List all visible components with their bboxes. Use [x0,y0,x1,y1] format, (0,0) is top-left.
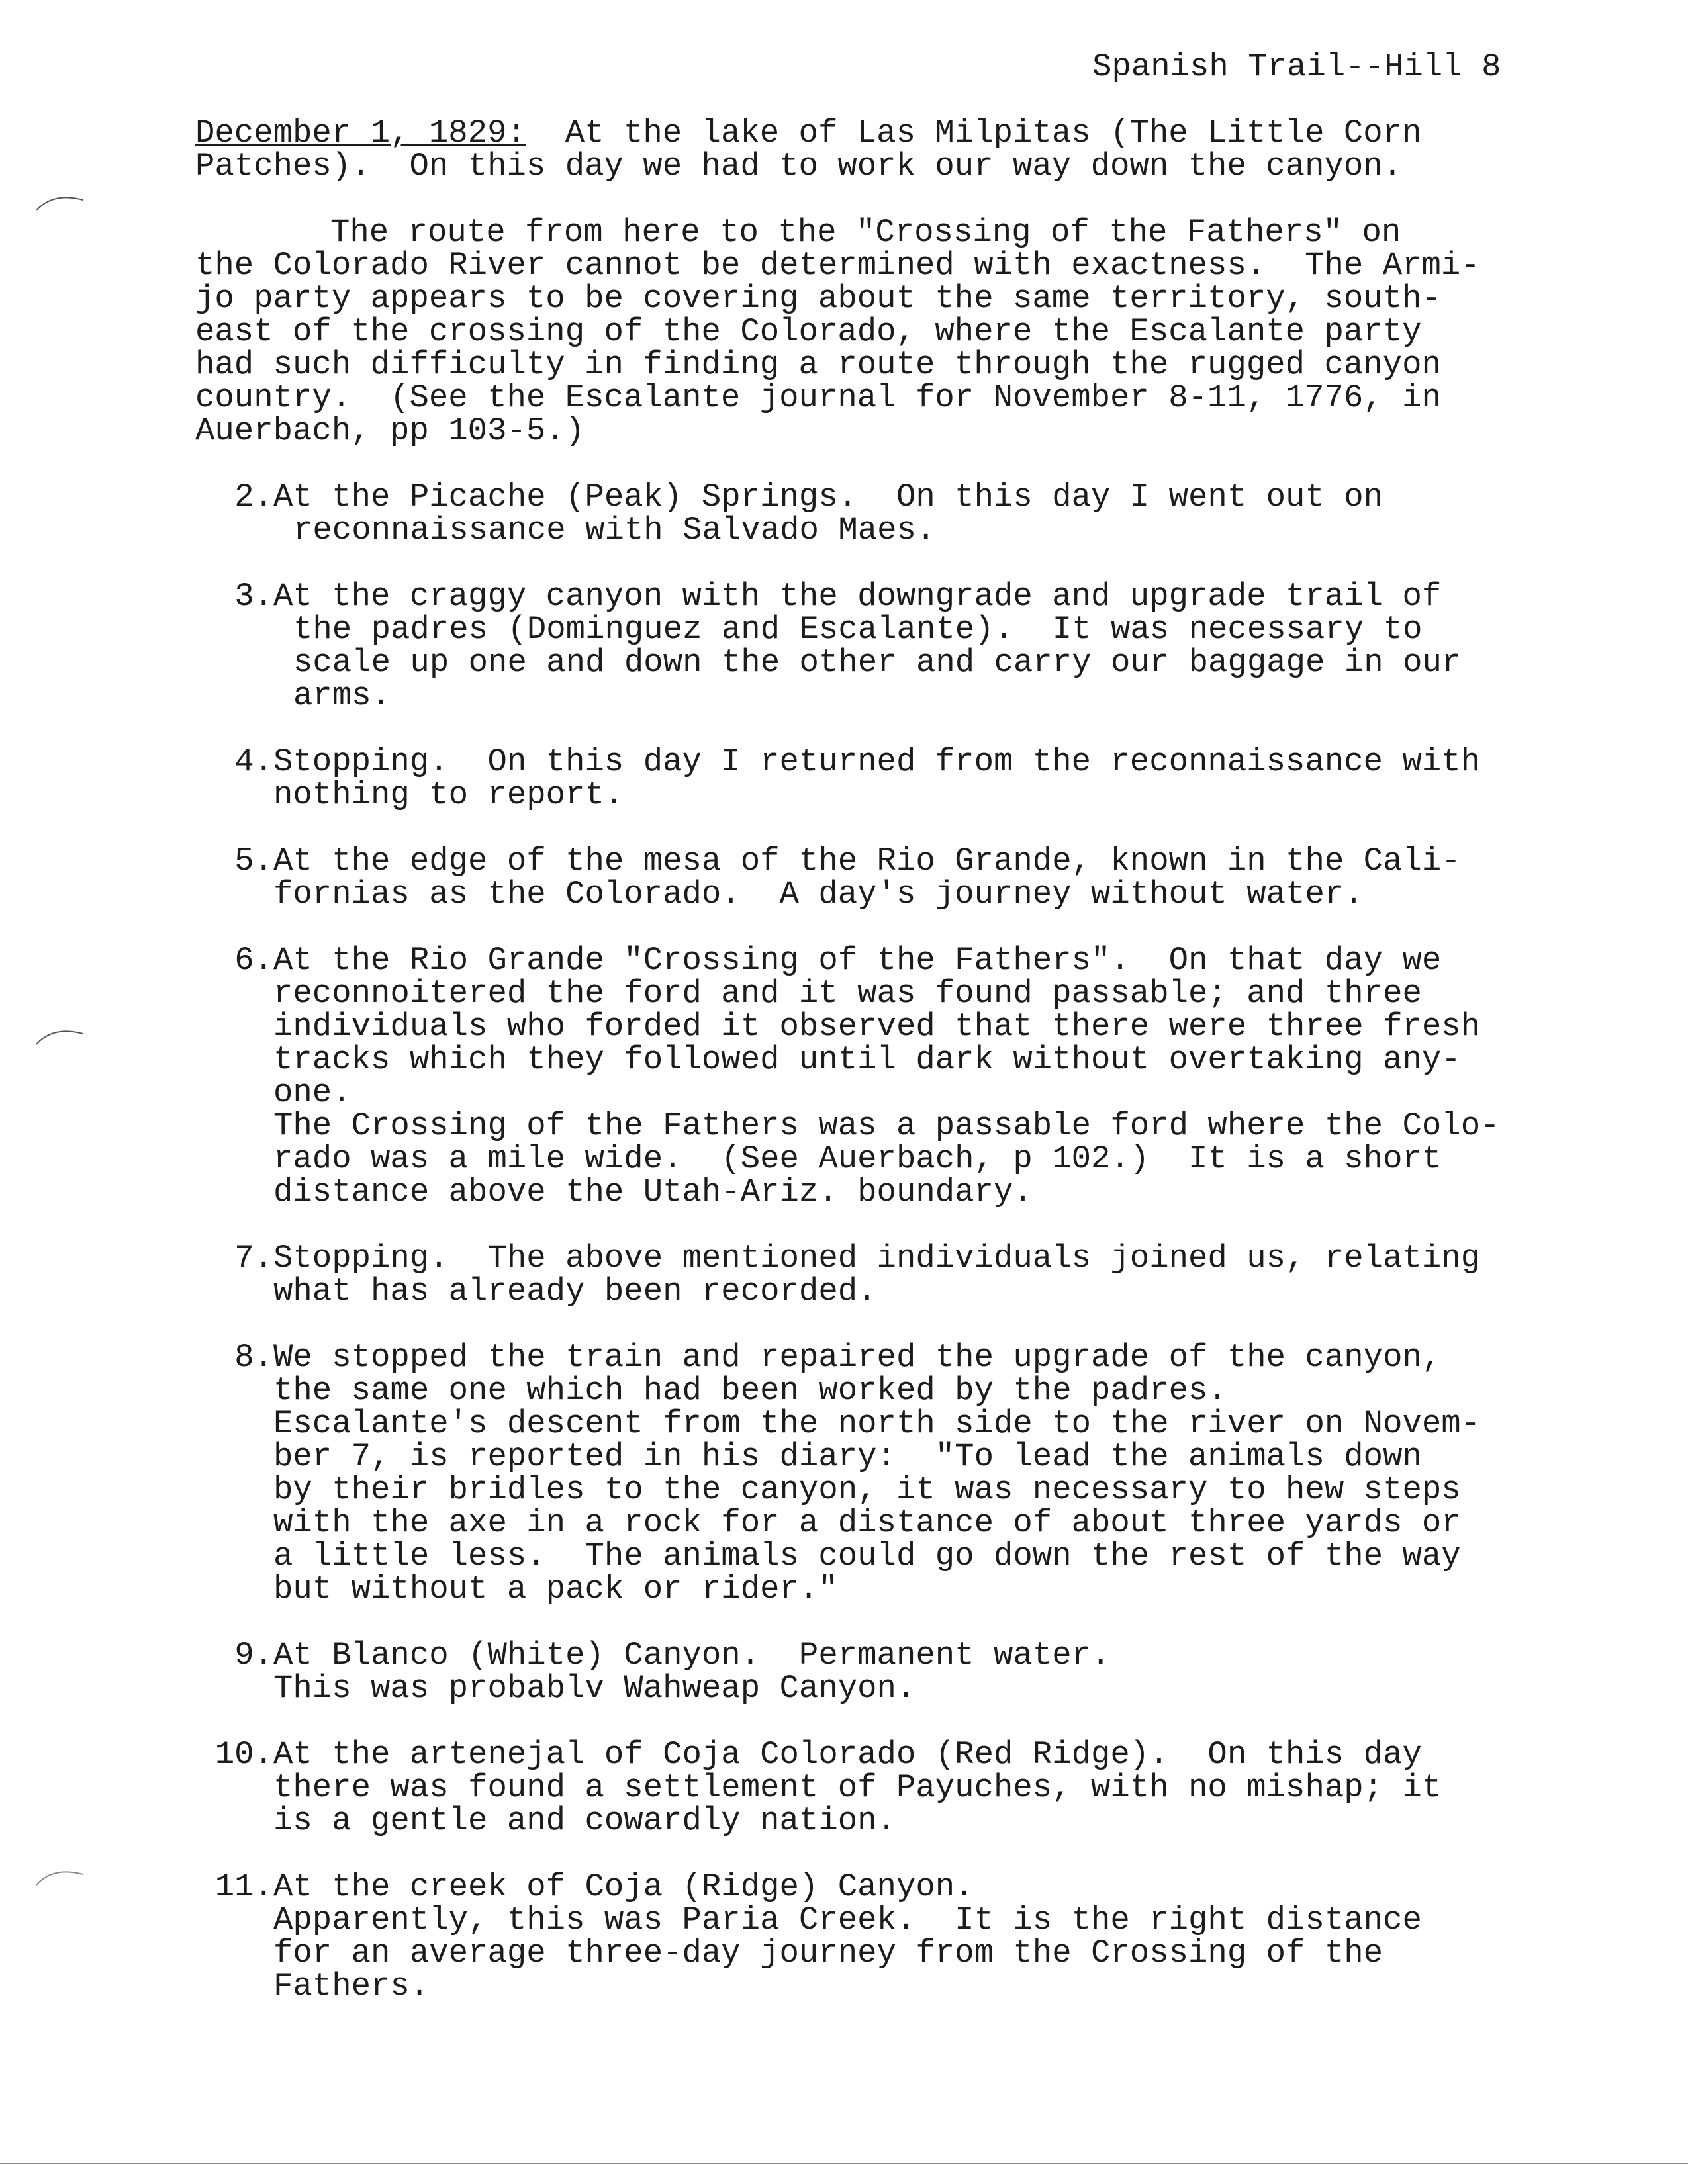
entry-text [195,1639,1546,1705]
entry-text [195,1738,1546,1837]
list-item [195,580,1546,712]
entry-line: one. [273,1074,352,1111]
entry-line: At the edge of the mesa of the Rio Grande, known in the Cali- [273,842,1461,880]
entry-line: We stopped the train and repaired the upgrade of the canyon, [273,1339,1442,1376]
entry-text [195,580,1546,712]
entry-text [195,844,1546,911]
entry-line: At the artenejal of Coja Colorado (Red Ridge). On this day [273,1736,1422,1773]
paragraph-line: Auerbach, pp 103-5.) [195,412,585,449]
paragraph-line: had such difficulty in finding a route through the rugged canyon [195,346,1441,383]
entry-line: At the creek of Coja (Ridge) Canyon. [273,1868,974,1905]
list-item [195,1870,1546,2003]
paragraph-line: The route from here to the "Crossing of the Fathers" on [330,214,1401,251]
paragraph-line: the Colorado River cannot be determined with exactness. The Armi- [195,247,1480,284]
entry-line: rado was a mile wide. (See Auerbach, p 102.) It is a short [273,1140,1442,1177]
entry-line: At Blanco (White) Canyon. Permanent water. [273,1637,1111,1674]
entry-line: with the axe in a rock for a distance of about three yards or [273,1504,1461,1541]
entry-line: Stopping. On this day I returned from the reconnaissance with [273,743,1481,780]
intro-text: At the lake of Las Milpitas (The Little Corn [526,114,1422,152]
entry-line: the same one which had been worked by the padres. [273,1372,1227,1409]
entry-line: individuals who forded it observed that there were three fresh [273,1008,1481,1045]
punch-mark [33,192,86,212]
entry-text [195,1242,1546,1308]
list-item [195,480,1546,547]
list-item [195,1639,1546,1705]
entry-line: reconnoitered the ford and it was found passable; and three [273,975,1422,1012]
entry-text [195,480,1546,547]
entry-line: what has already been recorded. [273,1273,877,1310]
entry-line: arms. [293,677,391,714]
entry-number: 7. [234,1240,273,1277]
entry-number: 9. [234,1637,273,1674]
entry-text [195,944,1546,1208]
entry-line: scale up one and down the other and carry our baggage in our [293,644,1462,681]
paragraph-line: jo party appears to be covering about the same territory, south- [195,280,1441,317]
list-item [195,944,1546,1208]
entry-line: Fathers. [273,1968,430,2005]
entry-line: Escalante's descent from the north side to the river on Novem- [273,1405,1481,1442]
list-item [195,1341,1546,1606]
entry-line: At the craggy canyon with the downgrade and upgrade trail of [273,578,1442,615]
entry-line: ber 7, is reported in his diary: "To lead the animals down [273,1438,1422,1475]
entry-line: reconnaissance with Salvado Maes. [293,512,936,549]
entry-line: but without a pack or rider." [273,1570,838,1608]
entry-number: 5. [234,842,273,880]
entry-line: Stopping. The above mentioned individuals joined us, relating [273,1240,1481,1277]
intro-entry [195,116,1546,183]
entry-text [195,1870,1546,2003]
entry-line: for an average three-day journey from the Crossing of the [273,1934,1383,1972]
entry-line: the padres (Dominguez and Escalante). It was necessary to [293,611,1423,648]
entry-list [195,480,1546,2003]
entry-number: 3. [234,578,273,615]
punch-mark [33,1026,86,1046]
entry-number: 10. [214,1736,273,1773]
entry-line: distance above the Utah-Ariz. boundary. [273,1173,1033,1210]
list-item [195,1738,1546,1837]
list-item [195,844,1546,911]
punch-mark [33,1866,86,1886]
entry-text [195,1341,1546,1606]
entry-line: At the Rio Grande "Crossing of the Fathers". On that day we [273,942,1442,979]
entry-date: December 1, 1829: [195,114,526,152]
commentary-paragraph [195,216,1546,447]
list-item [195,1242,1546,1308]
bottom-rule [0,2163,1688,2164]
entry-line: This was probablv Wahweap Canyon. [273,1670,916,1707]
entry-number: 4. [234,743,273,780]
entry-line: is a gentle and cowardly nation. [273,1802,896,1839]
entry-line: tracks which they followed until dark without overtaking any- [273,1041,1461,1078]
entry-line: there was found a settlement of Payuches, with no mishap; it [273,1769,1442,1806]
document-body [195,116,1546,2003]
entry-line: nothing to report. [273,776,624,813]
entry-number: 6. [234,942,273,979]
entry-line: a little less. The animals could go down the rest of the way [273,1537,1461,1574]
paragraph-line: country. (See the Escalante journal for November 8-11, 1776, in [195,379,1441,416]
paragraph-line: east of the crossing of the Colorado, where the Escalante party [195,313,1422,350]
entry-line: fornias as the Colorado. A day's journey without water. [273,876,1364,913]
intro-text: Patches). On this day we had to work our way down the canyon. [195,148,1403,185]
list-item [195,745,1546,811]
entry-number: 2. [234,478,273,516]
entry-text [195,745,1546,811]
entry-line: At the Picache (Peak) Springs. On this day I went out on [273,478,1383,516]
page-header: Spanish Trail--Hill 8 [1092,48,1501,85]
entry-line: Apparently, this was Paria Creek. It is the right distance [273,1901,1422,1938]
entry-number: 8. [234,1339,273,1376]
entry-line: The Crossing of the Fathers was a passable ford where the Colo- [273,1107,1500,1144]
entry-line: by their bridles to the canyon, it was necessary to hew steps [273,1471,1461,1508]
entry-number: 11. [214,1868,273,1905]
